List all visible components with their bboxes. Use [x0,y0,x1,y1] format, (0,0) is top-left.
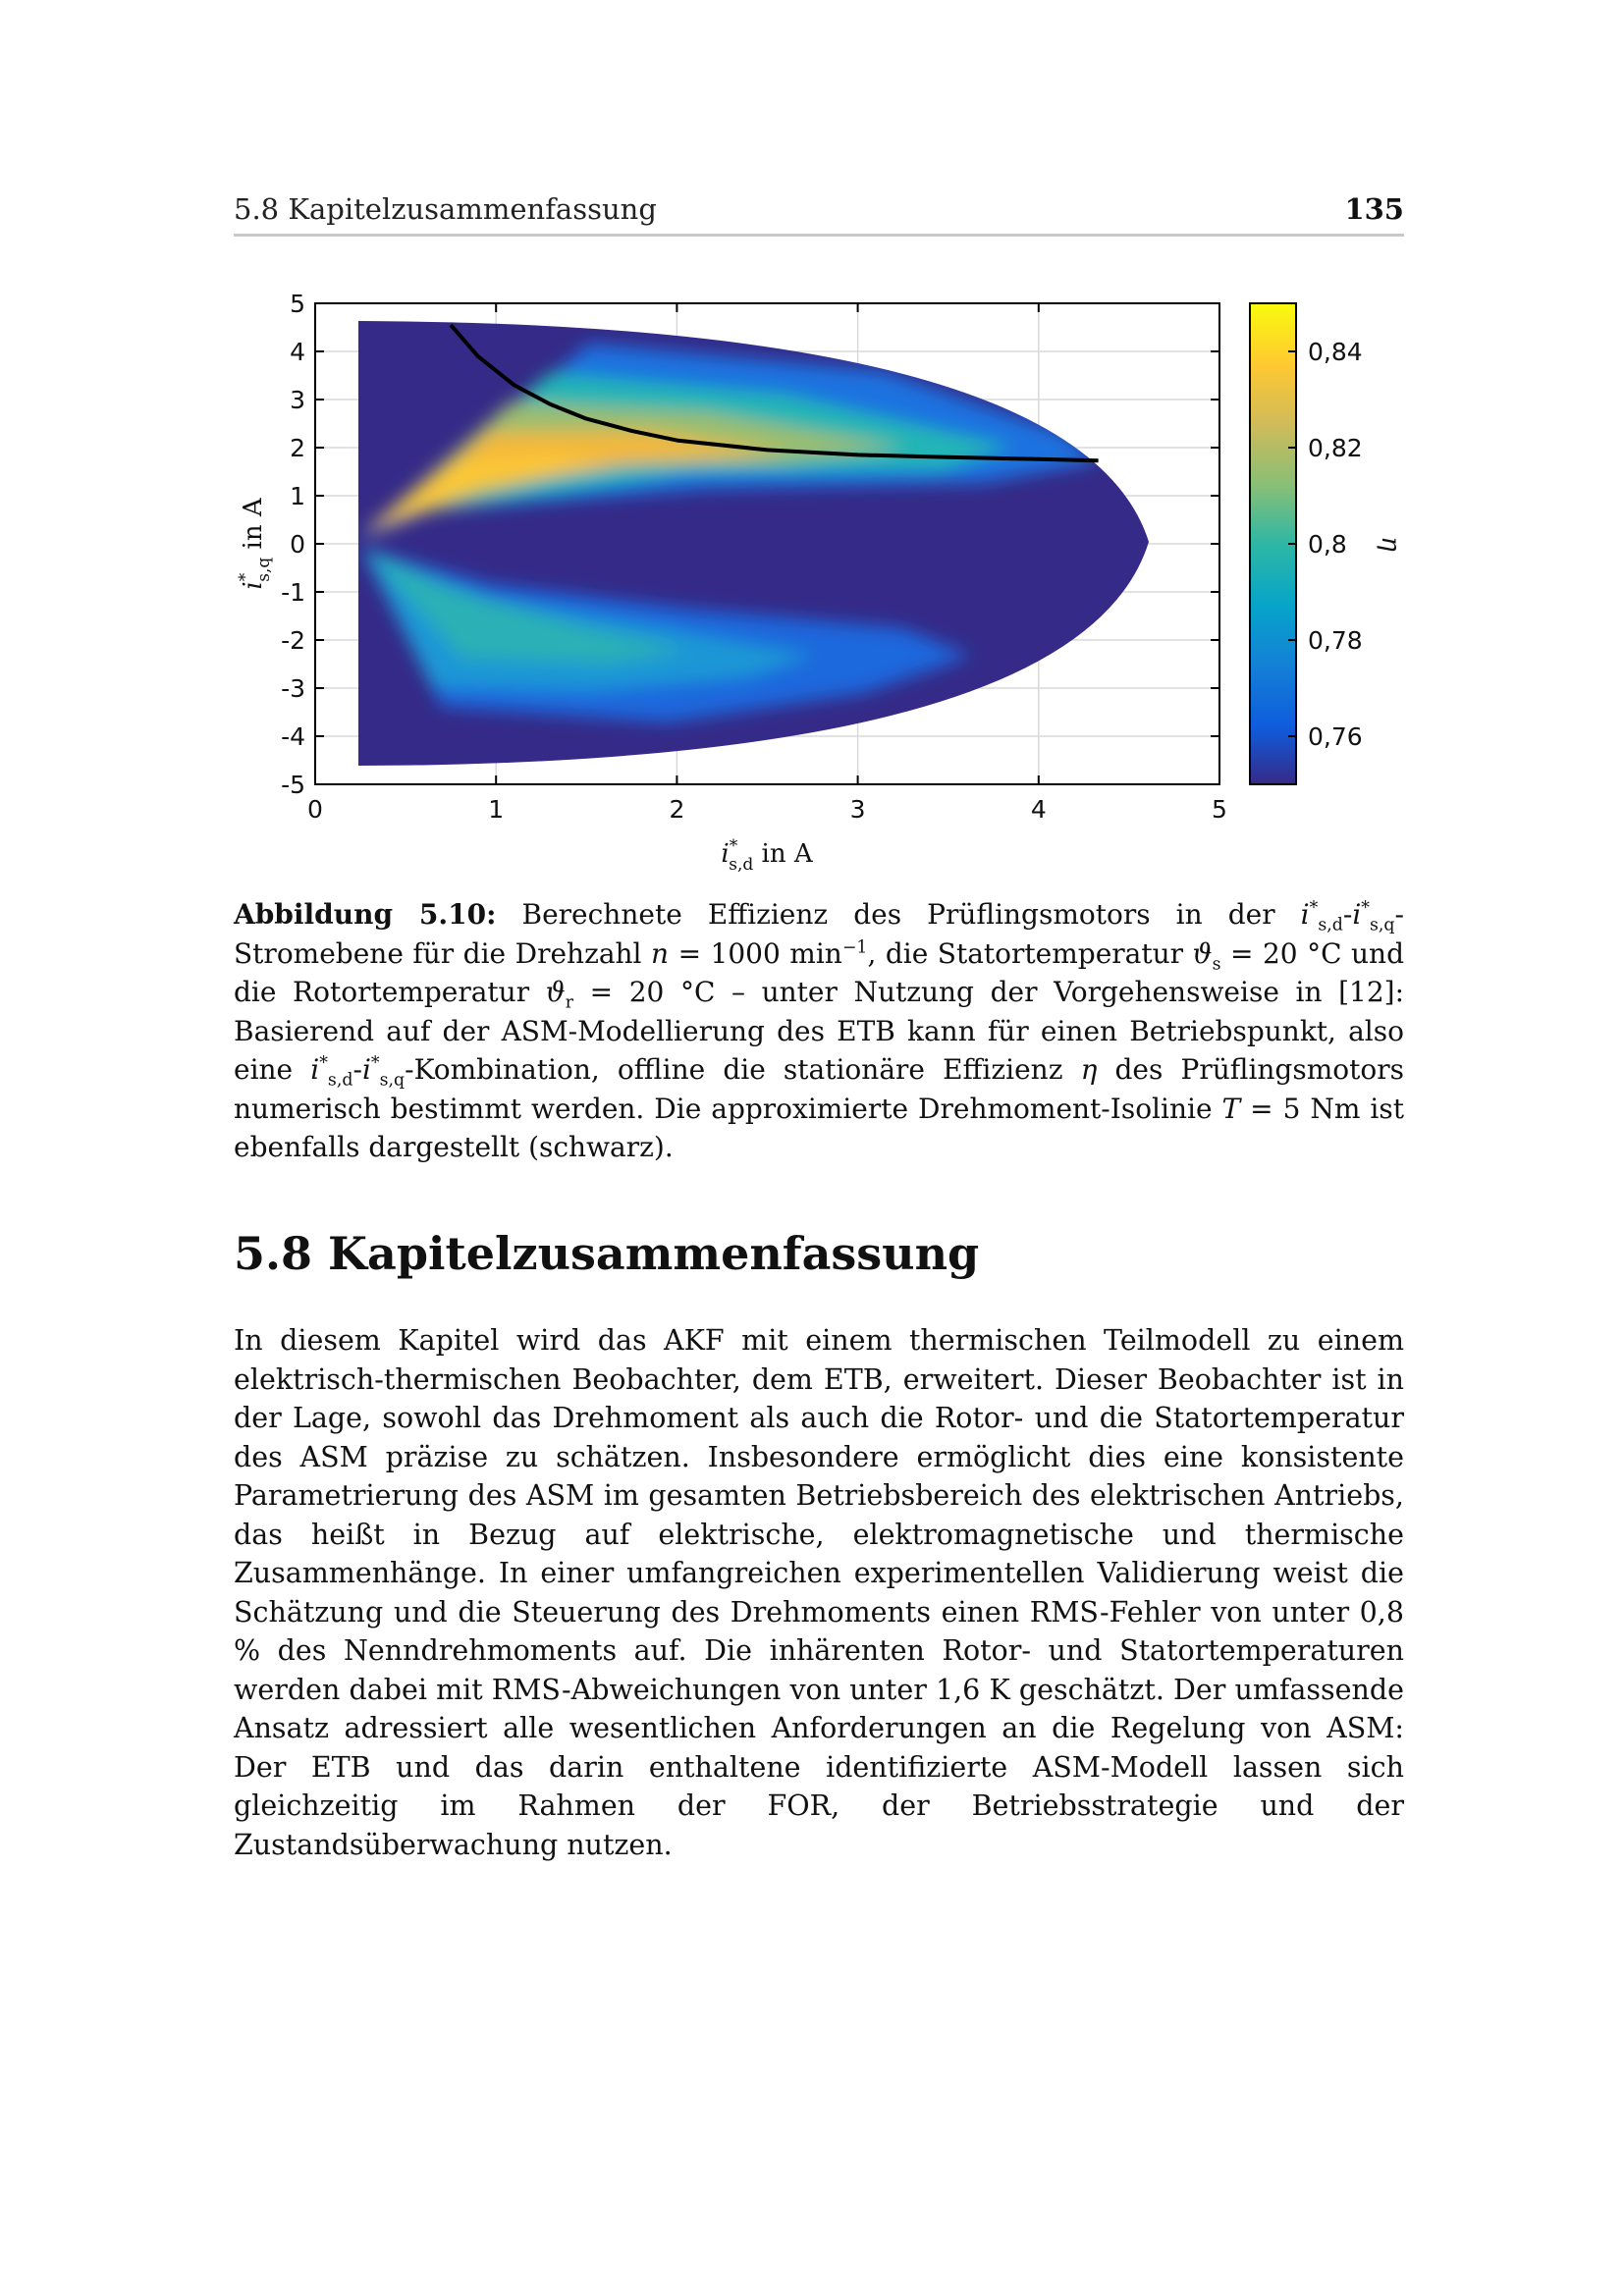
colorbar-tick-label: 0,82 [1308,434,1363,462]
x-tick-label: 1 [488,795,505,824]
colorbar-tick-label: 0,76 [1308,722,1363,751]
y-tick-label: 0 [290,530,305,559]
y-tick-label: -1 [281,578,305,607]
page-number: 135 [1344,192,1404,226]
y-tick-label: -4 [281,722,305,751]
running-header-section: 5.8 Kapitelzusammenfassung [234,192,657,226]
y-tick-label: -5 [281,771,305,799]
x-tick-label: 0 [307,795,323,824]
figure-caption: Abbildung 5.10: Berechnete Effizienz des Prüflingsmotors in der $i^*_{s,d}-i^*_{s,q}$-Stromebene für die Drehzahl n = 1000 $\min^{-1}$, die Statortemperatur $ϑ_s = 20$ °C und die Rotortemperatur $ϑ_r = 20$ °C – unter Nutzung der Vorgehensweise in [12]: Basierend auf der ASM-Modellierung des ETB kann für einen Betriebspunkt, also eine $i^*_{s,d}-i^*_{s,q}$-Kombination, offline die stationäre Effizienz η des Prüflingsmotors numerisch bestimmt werden. Die approximierte Drehmoment-Isolinie T = 5 Nm ist ebenfalls dargestellt (schwarz). [234,898,1405,1163]
x-axis-label: i* s,d in A [721,836,813,875]
y-axis-label: i*s,q in A [236,498,274,590]
colorbar-tick-label: 0,78 [1308,626,1363,655]
section-paragraph: In diesem Kapitel wird das AKF mit einem thermischen Teilmodell zu einem elektrisch-thermischen Beobachter, dem ETB, erweitert. Dieser Beobachter ist in der Lage, sowohl das Drehmoment als auch die Rotor- und die Statortemperatur des ASM präzise zu schätzen. Insbesondere ermöglicht dies eine konsistente Parametrierung des ASM im gesamten Betriebsbereich des elektrischen Antriebs, das heißt in Bezug auf elektrische, elektromagnetische und thermische Zusammenhänge. In einer umfangreichen experimentellen Validierung weist die Schätzung und die Steuerung des Drehmoments einen RMS-Fehler von unter 0,8 % des Nenndrehmoments auf. Die inhärenten Rotor- und Statortemperaturen werden dabei mit RMS-Abweichungen von unter 1,6 K geschätzt. Der umfassende Ansatz adressiert alle wesentlichen Anforderungen an die Regelung von ASM: Der ETB und das darin enthaltene identifizierte ASM-Modell lassen sich gleichzeitig im Rahmen der FOR, der Betriebsstrategie und der Zustandsüberwachung nutzen. [234,1324,1404,1861]
efficiency-heatmap-figure [0,0,1624,883]
y-tick-label: -2 [281,626,305,655]
y-tick-label: 2 [290,434,305,462]
y-tick-label: 3 [290,386,305,414]
colorbar-ticks [1288,338,1363,751]
x-tick-label: 2 [669,795,685,824]
x-tick-label: 4 [1030,795,1047,824]
x-tick-label: 3 [849,795,866,824]
y-tick-label: 5 [290,290,305,318]
colorbar-tick-label: 0,84 [1308,338,1363,366]
caption-label: Abbildung 5.10: [234,898,497,931]
y-tick-label: -3 [281,674,305,703]
y-tick-label: 4 [290,338,305,366]
colorbar-label: η [1376,536,1405,552]
y-tick-label: 1 [290,482,305,510]
x-tick-label: 5 [1212,795,1227,824]
section-heading: 5.8 Kapitelzusammenfassung [234,1227,980,1280]
colorbar-tick-label: 0,8 [1308,530,1347,559]
